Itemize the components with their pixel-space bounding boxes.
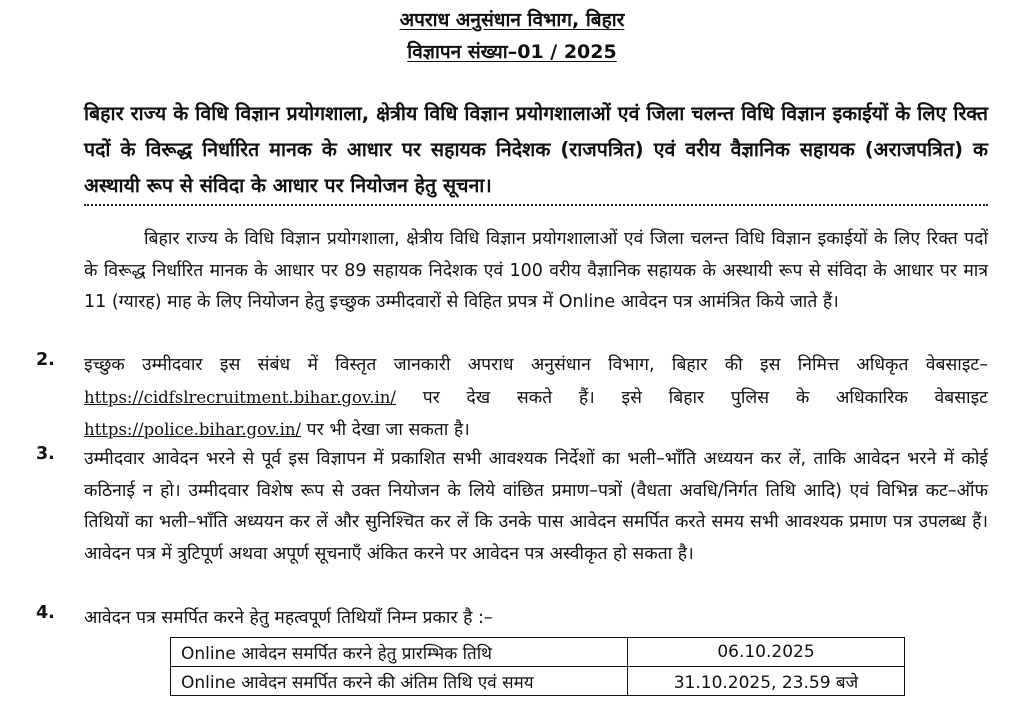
- paragraph-3-number: 3.: [36, 444, 55, 464]
- paragraph-3: उम्मीदवार आवेदन भरने से पूर्व इस विज्ञापन में प्रकाशित सभी आवश्यक निर्देशों का भली–भाँति अध्ययन कर लें, ताकि आवेदन भरने में कोई कठिनाई न हो। उम्मीदवार विशेष रूप से उक्त नियोजन के लिये वांछित प्रमाण–पत्रों (वैधता अवधि/निर्गत तिथि आदि) एवं विभिन्न कट–ऑफ तिथियों का भली–भाँति अध्ययन कर लें और सुनिश्चित कर लें कि उनके पास आवेदन समर्पित करते समय सभी आवश्यक प्रमाण पत्र उपलब्ध हैं। आवेदन पत्र में त्रुटिपूर्ण अथवा अपूर्ण सूचनाएँ अंकित करने पर आवेदन पत्र अस्वीकृत हो सकता है।: [84, 449, 988, 564]
- date-label: Online आवेदन समर्पित करने हेतु प्रारम्भिक तिथि: [171, 638, 628, 667]
- date-label: Online आवेदन समर्पित करने की अंतिम तिथि एवं समय: [171, 667, 628, 696]
- paragraph-2-text-a: इच्छुक उम्मीदवार इस संबंध में विस्तृत जानकारी अपराध अनुसंधान विभाग, बिहार की इस निमित्त अधिकृत वेबसाइट–: [84, 355, 988, 375]
- date-value: 06.10.2025: [628, 638, 905, 667]
- date-value: 31.10.2025, 23.59 बजे: [628, 667, 905, 696]
- notice-subject: बिहार राज्य के विधि विज्ञान प्रयोगशाला, क्षेत्रीय विधि विज्ञान प्रयोगशालाओं एवं जिला चलन्त विधि विज्ञान इकाईयों के लिए रिक्त पदों के विरूद्ध निर्धारित मानक के आधार पर सहायक निदेशक (राजपत्रित) एवं वरीय वैज्ञानिक सहायक (अराजपत्रित) क अस्थायी रूप से संविदा के आधार पर नियोजन हेतु सूचना।: [84, 102, 988, 197]
- advertisement-number: विज्ञापन संख्या–01 / 2025: [407, 41, 617, 63]
- cid-fsl-recruitment-link[interactable]: https://cidfslrecruitment.bihar.gov.in/: [84, 387, 396, 407]
- bihar-police-link[interactable]: https://police.bihar.gov.in/: [84, 420, 302, 439]
- table-row: [171, 638, 905, 667]
- table-row: [171, 667, 905, 696]
- department-heading: अपराध अनुसंधान विभाग, बिहार: [399, 9, 625, 31]
- paragraph-2-text-b: पर देख सकते हैं। इसे बिहार पुलिस के अधिकारिक वेबसाइट: [395, 387, 988, 408]
- important-dates-table: [170, 637, 905, 696]
- paragraph-2-text-c: पर भी देखा जा सकता है।: [301, 420, 470, 440]
- dotted-divider: [84, 204, 988, 206]
- paragraph-2: [84, 350, 988, 447]
- paragraph-2-number: 2.: [36, 350, 55, 370]
- paragraph-4: आवेदन पत्र समर्पित करने हेतु महत्वपूर्ण तिथियाँ निम्न प्रकार है :–: [84, 608, 493, 628]
- paragraph-1: बिहार राज्य के विधि विज्ञान प्रयोगशाला, क्षेत्रीय विधि विज्ञान प्रयोगशालाओं एवं जिला चलन्त विधि विज्ञान इकाईयों के लिए रिक्त पदों के विरूद्ध निर्धारित मानक के आधार पर 89 सहायक निदेशक एवं 100 वरीय वैज्ञानिक सहायक के अस्थायी रूप से संविदा के आधार पर मात्र 11 (ग्यारह) माह के लिए नियोजन हेतु इच्छुक उम्मीदवारों से विहित प्रपत्र में Online आवेदन पत्र आमंत्रित किये जाते हैं।: [84, 229, 988, 312]
- paragraph-4-number: 4.: [36, 603, 55, 623]
